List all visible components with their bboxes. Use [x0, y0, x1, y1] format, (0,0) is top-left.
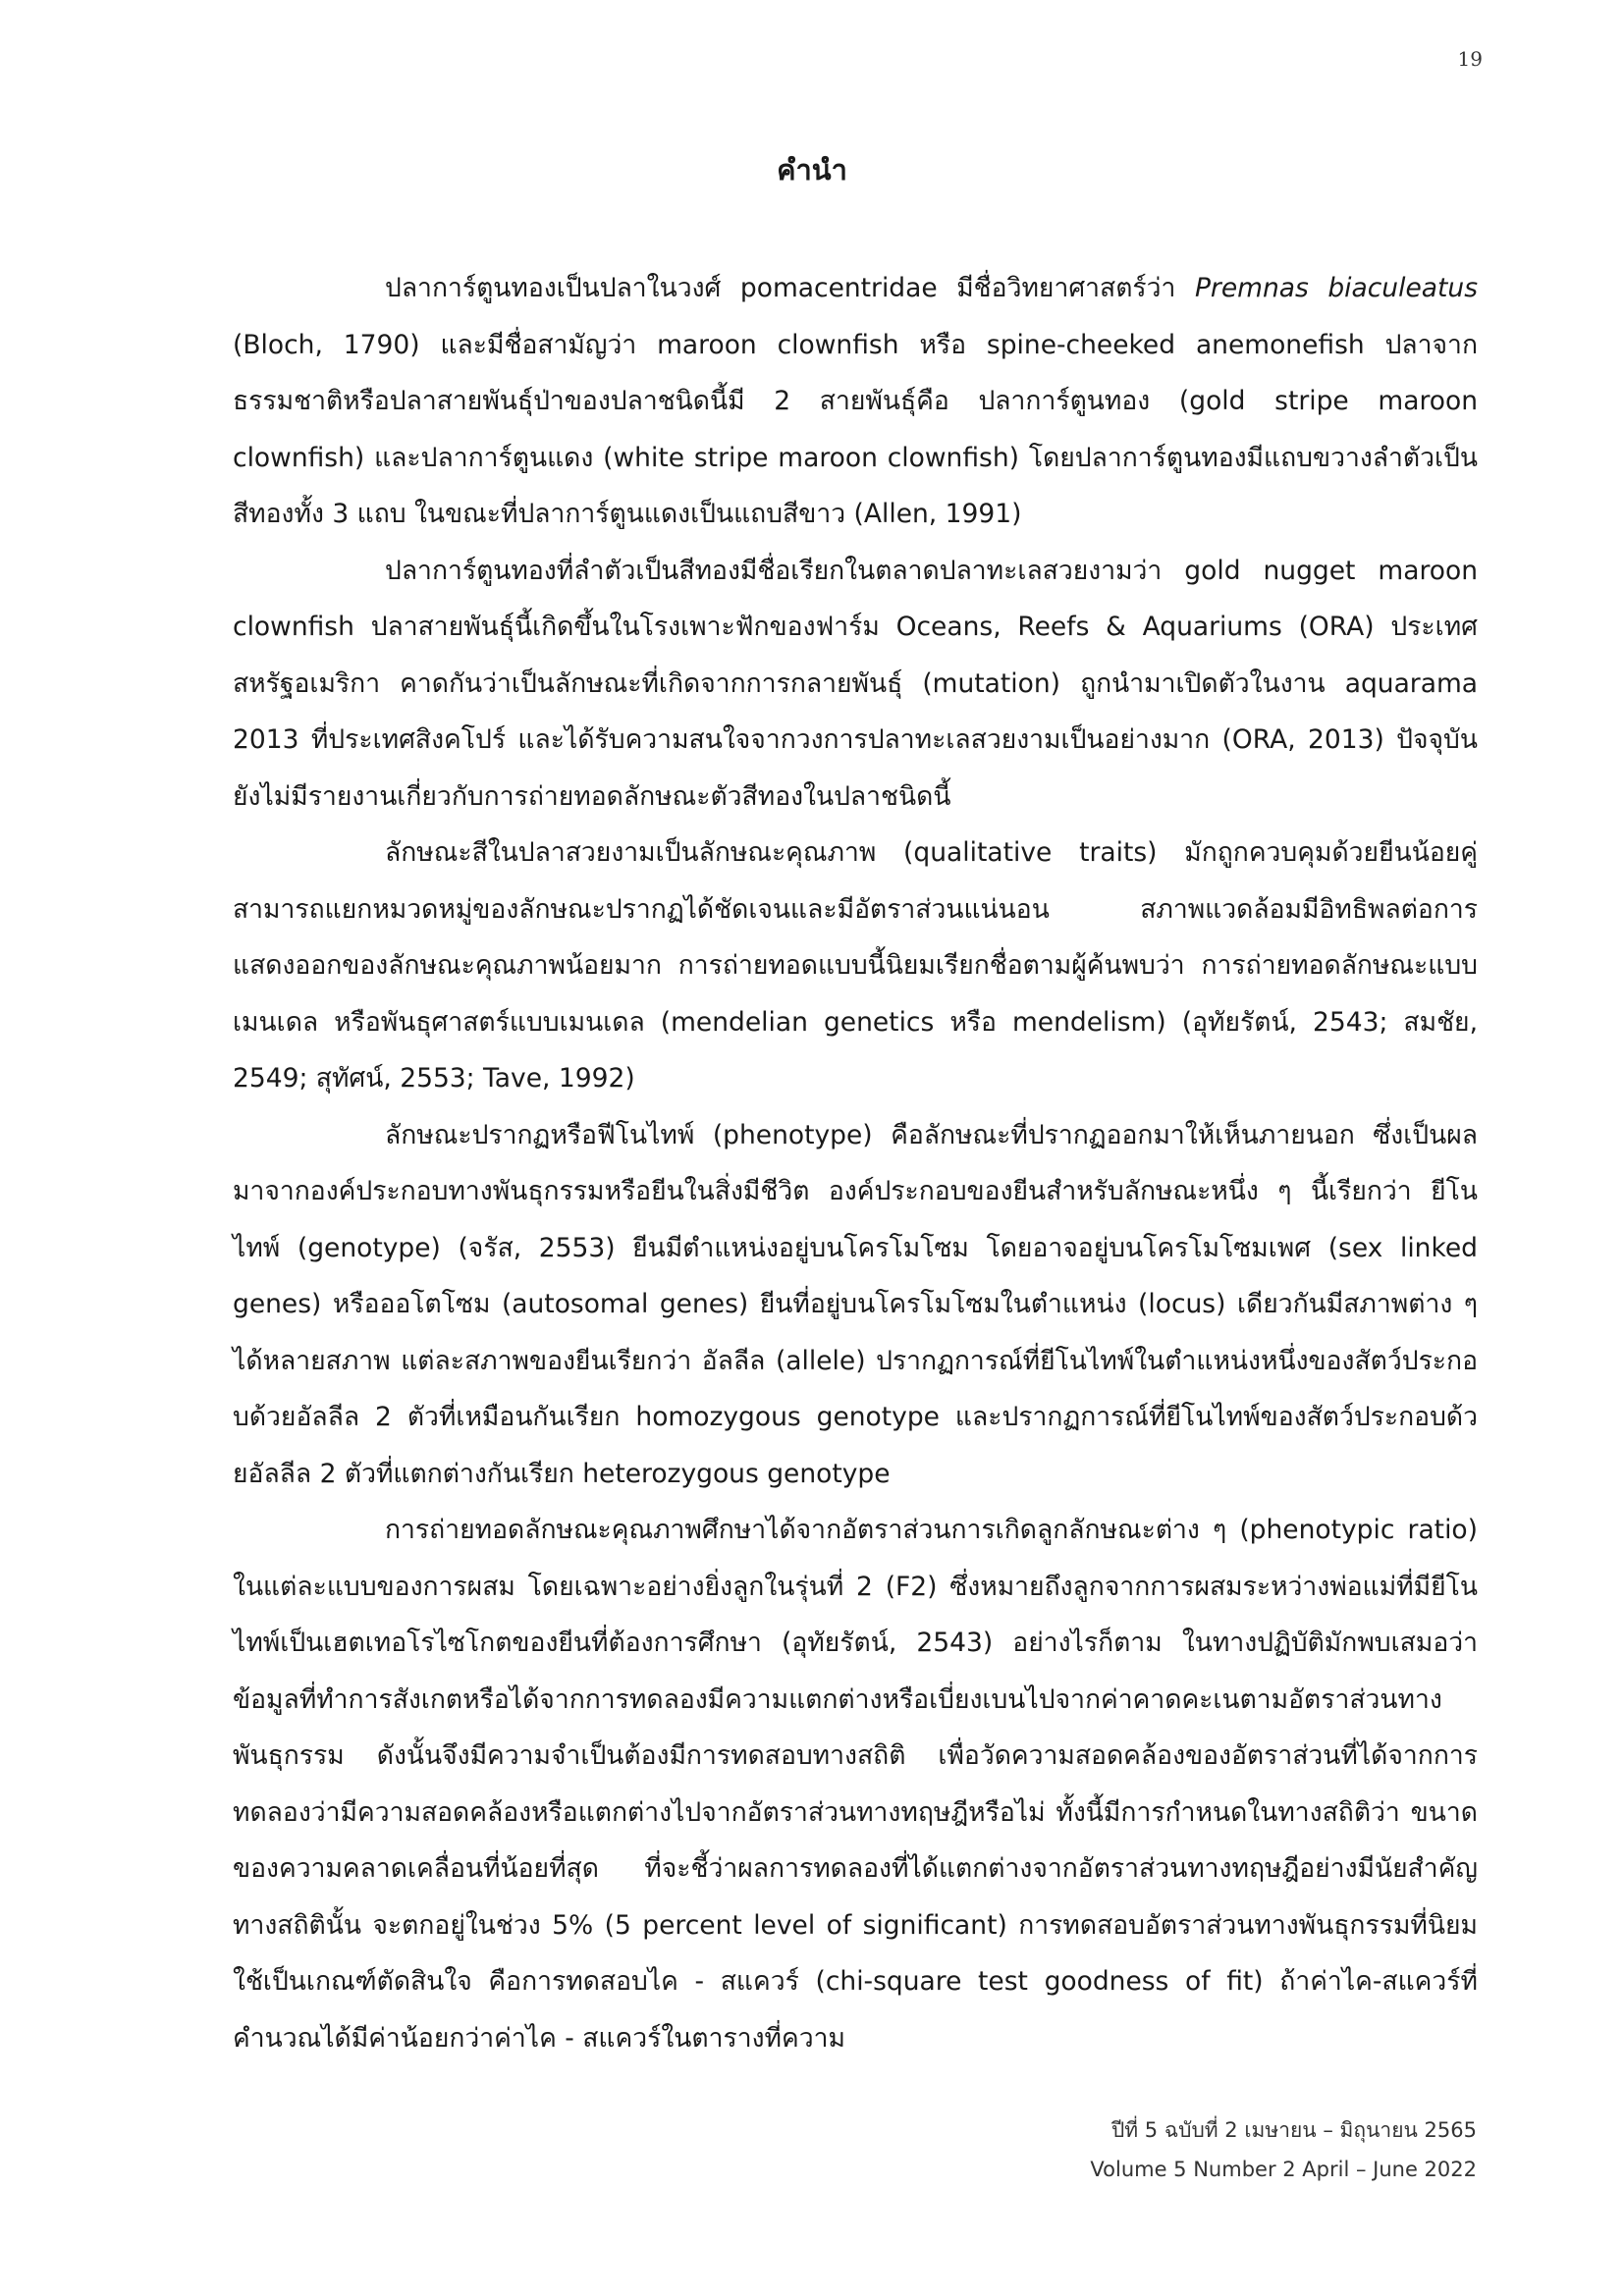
page-number: 19 [1457, 47, 1483, 71]
paragraph-intro [233, 260, 1478, 543]
paragraph-inheritance-testing: การถ่ายทอดลักษณะคุณภาพศึกษาได้จากอัตราส่วนการเกิดลูกลักษณะต่าง ๆ (phenotypic ratio) ในแต่ละแบบของการผสม โดยเฉพาะอย่างยิ่งลูกในรุ่นที่ 2 (F2) ซึ่งหมายถึงลูกจากการผสมระหว่างพ่อแม่ที่มียีโนไทพ์เป็นเฮตเทอโรไซโกตของยีนที่ต้องการศึกษา (อุทัยรัตน์, 2543) อย่างไรก็ตาม ในทางปฏิบัติมักพบเสมอว่าข้อมูลที่ทำการสังเกตหรือได้จากการทดลองมีความแตกต่างหรือเบี่ยงเบนไปจากค่าคาดคะเนตามอัตราส่วนทางพันธุกรรม ดังนั้นจึงมีความจำเป็นต้องมีการทดสอบทางสถิติ เพื่อวัดความสอดคล้องของอัตราส่วนที่ได้จากการทดลองว่ามีความสอดคล้องหรือแตกต่างไปจากอัตราส่วนทางทฤษฎีหรือไม่ ทั้งนี้มีการกำหนดในทางสถิติว่า ขนาดของความคลาดเคลื่อนที่น้อยที่สุด ที่จะชี้ว่าผลการทดลองที่ได้แตกต่างจากอัตราส่วนทางทฤษฎีอย่างมีนัยสำคัญทางสถิตินั้น จะตกอยู่ในช่วง 5% (5 percent level of significant) การทดสอบอัตราส่วนทางพันธุกรรมที่นิยมใช้เป็นเกณฑ์ตัดสินใจ คือการทดสอบไค - สแควร์ (chi-square test goodness of fit) ถ้าค่าไค-สแควร์ที่คำนวณได้มีค่าน้อยกว่าค่าไค - สแควร์ในตารางที่ความ [233, 1515, 1478, 2054]
paragraph-qualitative-traits: ลักษณะสีในปลาสวยงามเป็นลักษณะคุณภาพ (qualitative traits) มักถูกควบคุมด้วยยีนน้อยคู่ สามารถแยกหมวดหมู่ของลักษณะปรากฏได้ชัดเจนและมีอัตราส่วนแน่นอน สภาพแวดล้อมมีอิทธิพลต่อการแสดงออกของลักษณะคุณภาพน้อยมาก การถ่ายทอดแบบนี้นิยมเรียกชื่อตามผู้ค้นพบว่า การถ่ายทอดลักษณะแบบเมนเดล หรือพันธุศาสตร์แบบเมนเดล (mendelian genetics หรือ mendelism) (อุทัยรัตน์, 2543; สมชัย, 2549; สุทัศน์, 2553; Tave, 1992) [233, 837, 1478, 1094]
paragraph-intro-lead: ปลาการ์ตูนทองเป็นปลาในวงศ์ pomacentridae มีชื่อวิทยาศาสตร์ว่า [385, 273, 1195, 303]
paragraph-intro-rest: (Bloch, 1790) และมีชื่อสามัญว่า maroon clownfish หรือ spine-cheeked anemonefish ปลาจากธรรมชาติหรือปลาสายพันธุ์ป่าของปลาชนิดนี้มี 2 สายพันธุ์คือ ปลาการ์ตูนทอง (gold stripe maroon clownfish) และปลาการ์ตูนแดง (white stripe maroon clownfish) โดยปลาการ์ตูนทองมีแถบขวางลำตัวเป็นสีทองทั้ง 3 แถบ ในขณะที่ปลาการ์ตูนแดงเป็นแถบสีขาว (Allen, 1991) [233, 329, 1478, 529]
footer-thai-issue: ปีที่ 5 ฉบับที่ 2 เมษายน – มิถุนายน 2565 [1110, 2118, 1477, 2142]
body-text [233, 260, 1478, 2066]
paragraph-gold-nugget: ปลาการ์ตูนทองที่ลำตัวเป็นสีทองมีชื่อเรียกในตลาดปลาทะเลสวยงามว่า gold nugget maroon clownfish ปลาสายพันธุ์นี้เกิดขึ้นในโรงเพาะฟักของฟาร์ม Oceans, Reefs & Aquariums (ORA) ประเทศสหรัฐอเมริกา คาดกันว่าเป็นลักษณะที่เกิดจากการกลายพันธุ์ (mutation) ถูกนำมาเปิดตัวในงาน aquarama 2013 ที่ประเทศสิงคโปร์ และได้รับความสนใจจากวงการปลาทะเลสวยงามเป็นอย่างมาก (ORA, 2013) ปัจจุบันยังไม่มีรายงานเกี่ยวกับการถ่ายทอดลักษณะตัวสีทองในปลาชนิดนี้ [233, 555, 1478, 812]
paragraph-phenotype: ลักษณะปรากฏหรือฟีโนไทพ์ (phenotype) คือลักษณะที่ปรากฏออกมาให้เห็นภายนอก ซึ่งเป็นผลมาจากองค์ประกอบทางพันธุกรรมหรือยีนในสิ่งมีชีวิต องค์ประกอบของยีนสำหรับลักษณะหนึ่ง ๆ นี้เรียกว่า ยีโนไทพ์ (genotype) (จรัส, 2553) ยีนมีตำแหน่งอยู่บนโครโมโซม โดยอาจอยู่บนโครโมโซมเพศ (sex linked genes) หรือออโตโซม (autosomal genes) ยีนที่อยู่บนโครโมโซมในตำแหน่ง (locus) เดียวกันมีสภาพต่าง ๆ ได้หลายสภาพ แต่ละสภาพของยีนเรียกว่า อัลลีล (allele) ปรากฏการณ์ที่ยีโนไทพ์ในตำแหน่งหนึ่งของสัตว์ประกอบด้วยอัลลีล 2 ตัวที่เหมือนกันเรียก homozygous genotype และปรากฏการณ์ที่ยีโนไทพ์ของสัตว์ประกอบด้วยอัลลีล 2 ตัวที่แตกต่างกันเรียก heterozygous genotype [233, 1119, 1478, 1489]
journal-footer [1090, 2110, 1477, 2189]
footer-english-issue: Volume 5 Number 2 April – June 2022 [1090, 2158, 1477, 2181]
scientific-name: Premnas biaculeatus [1194, 273, 1479, 303]
section-heading: คำนำ [777, 153, 847, 187]
